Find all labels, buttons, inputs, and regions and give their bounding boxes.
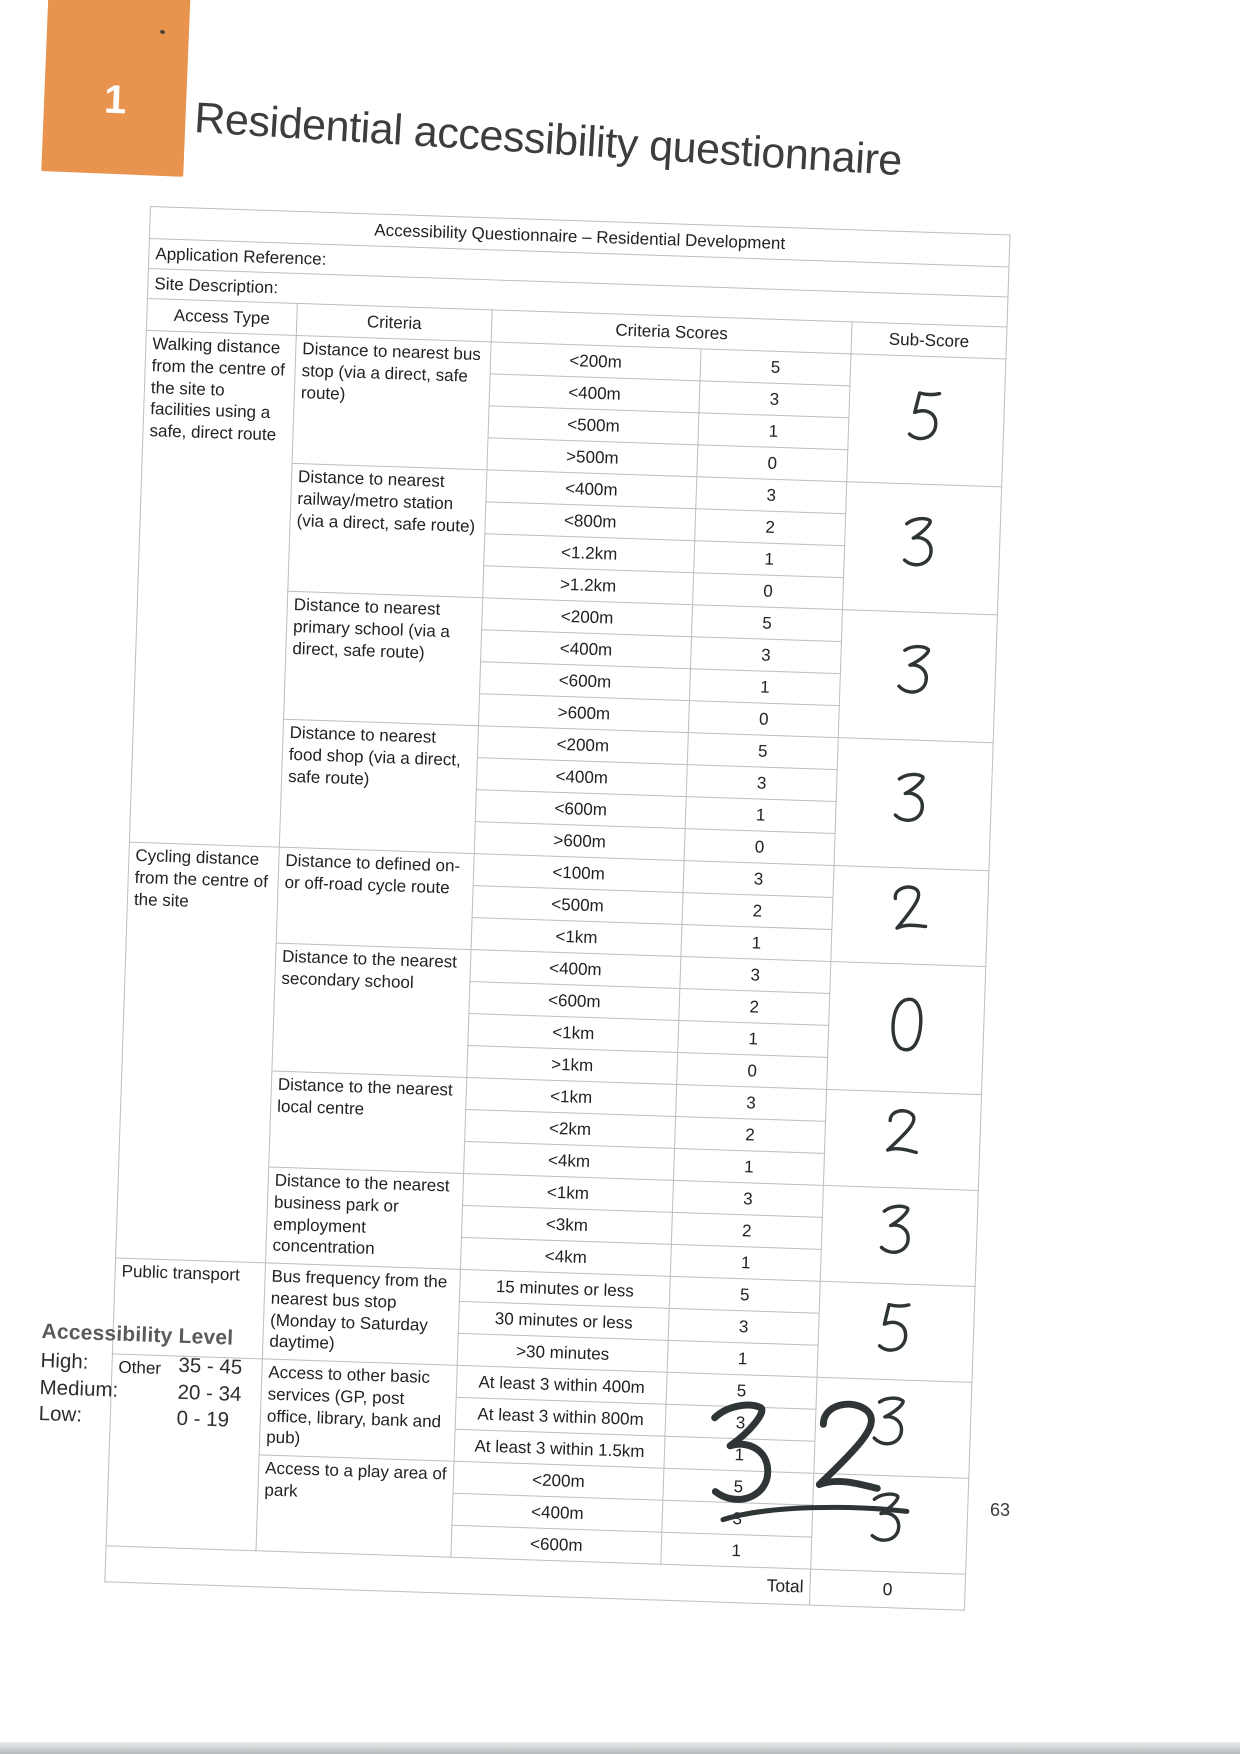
option-score-cell: 5 bbox=[666, 1372, 817, 1409]
option-band-cell: <1km bbox=[466, 1077, 677, 1116]
handwritten-sub-score bbox=[842, 482, 1001, 615]
option-score-cell: 3 bbox=[686, 765, 837, 802]
option-band-cell: <3km bbox=[461, 1205, 672, 1244]
option-band-cell: At least 3 within 800m bbox=[455, 1397, 666, 1436]
option-score-cell: 0 bbox=[688, 701, 839, 738]
option-score-cell: 1 bbox=[678, 1020, 829, 1057]
option-score-cell: 3 bbox=[680, 957, 831, 994]
criteria-cell: Access to a play area of park bbox=[256, 1455, 454, 1557]
option-score-cell: 1 bbox=[689, 669, 840, 706]
option-score-cell: 1 bbox=[698, 413, 849, 450]
legend-range-low: 0 - 19 bbox=[176, 1407, 230, 1432]
criteria-header: Criteria bbox=[296, 303, 492, 341]
option-band-cell: <400m bbox=[470, 950, 681, 989]
option-score-cell: 1 bbox=[681, 925, 832, 962]
handwritten-sub-score bbox=[817, 1281, 975, 1382]
option-score-cell: 3 bbox=[672, 1180, 823, 1217]
option-score-cell: 1 bbox=[694, 541, 845, 578]
handwritten-total bbox=[699, 1390, 931, 1533]
access-type-cell: Other bbox=[106, 1354, 262, 1551]
legend-row-low bbox=[38, 1401, 241, 1435]
option-score-cell: 1 bbox=[673, 1148, 824, 1185]
criteria-cell: Access to other basic services (GP, post office, library, bank and pub) bbox=[259, 1359, 457, 1461]
option-band-cell: <400m bbox=[486, 470, 697, 509]
table-title: Accessibility Questionnaire – Residential Development bbox=[149, 207, 1010, 267]
handwritten-sub-score bbox=[838, 610, 997, 743]
option-score-cell: 3 bbox=[699, 381, 850, 418]
option-score-cell: 2 bbox=[679, 988, 830, 1025]
option-score-cell: 2 bbox=[671, 1212, 822, 1249]
option-band-cell: <600m bbox=[451, 1525, 662, 1564]
criteria-cell: Distance to nearest bus stop (via a direct, safe route) bbox=[292, 335, 491, 469]
access-type-cell: Public transport bbox=[112, 1258, 265, 1359]
accessibility-legend bbox=[38, 1320, 243, 1435]
option-score-cell: 1 bbox=[685, 797, 836, 834]
option-band-cell: 15 minutes or less bbox=[459, 1269, 670, 1308]
option-score-cell: 5 bbox=[687, 733, 838, 770]
option-band-cell: <1.2km bbox=[484, 534, 695, 573]
application-reference-label: Application Reference: bbox=[148, 238, 1009, 296]
option-band-cell: <400m bbox=[476, 758, 687, 797]
option-band-cell: <1km bbox=[468, 1014, 679, 1053]
criteria-cell: Distance to the nearest local centre bbox=[269, 1071, 467, 1173]
option-band-cell: >600m bbox=[478, 694, 689, 733]
total-printed-value: 0 bbox=[809, 1569, 965, 1610]
option-score-cell: 3 bbox=[665, 1404, 816, 1441]
option-score-cell: 1 bbox=[664, 1436, 815, 1473]
option-band-cell: <400m bbox=[489, 374, 700, 413]
handwritten-sub-score bbox=[827, 961, 986, 1094]
criteria-cell: Distance to the nearest business park or employment concentration bbox=[266, 1167, 464, 1269]
option-band-cell: >1km bbox=[467, 1045, 678, 1084]
page-number: 63 bbox=[990, 1500, 1011, 1520]
option-band-cell: At least 3 within 1.5km bbox=[454, 1429, 665, 1468]
site-description-label: Site Description: bbox=[147, 268, 1008, 326]
option-score-cell: 3 bbox=[676, 1084, 827, 1121]
option-score-cell: 3 bbox=[690, 637, 841, 674]
legend-range-medium: 20 - 34 bbox=[177, 1380, 242, 1406]
criteria-cell: Distance to defined on- or off-road cycle route bbox=[276, 847, 474, 949]
option-band-cell: <600m bbox=[469, 982, 680, 1021]
option-score-cell: 1 bbox=[670, 1244, 821, 1281]
criteria-scores-header: Criteria Scores bbox=[491, 310, 852, 354]
option-band-cell: <200m bbox=[482, 598, 693, 637]
handwritten-sub-score bbox=[834, 738, 993, 871]
option-band-cell: >30 minutes bbox=[457, 1333, 668, 1372]
criteria-cell: Bus frequency from the nearest bus stop (Monday to Saturday daytime) bbox=[262, 1263, 460, 1365]
sub-score-header: Sub-Score bbox=[851, 322, 1007, 359]
option-score-cell: 5 bbox=[692, 605, 843, 642]
total-label: Total bbox=[105, 1546, 811, 1605]
option-band-cell: <500m bbox=[488, 406, 699, 445]
criteria-cell: Distance to nearest primary school (via a direct, safe route) bbox=[284, 591, 483, 725]
option-score-cell: 3 bbox=[662, 1500, 813, 1537]
access-type-cell: Cycling distance from the centre of the site bbox=[116, 842, 280, 1263]
option-band-cell: <100m bbox=[473, 854, 684, 893]
option-band-cell: <500m bbox=[472, 886, 683, 925]
criteria-cell: Distance to nearest food shop (via a direct, safe route) bbox=[279, 719, 478, 853]
option-band-cell: <600m bbox=[480, 662, 691, 701]
legend-range-high: 35 - 45 bbox=[178, 1353, 243, 1380]
option-score-cell: 5 bbox=[663, 1468, 814, 1505]
option-band-cell: <800m bbox=[485, 502, 696, 541]
option-score-cell: 2 bbox=[682, 893, 833, 930]
option-score-cell: 5 bbox=[669, 1276, 820, 1313]
criteria-cell: Distance to the nearest secondary school bbox=[272, 943, 471, 1077]
document-title: Residential accessibility questionnaire bbox=[193, 94, 904, 186]
option-score-cell: 3 bbox=[668, 1308, 819, 1345]
option-score-cell: 5 bbox=[700, 349, 851, 386]
option-band-cell: <600m bbox=[475, 790, 686, 829]
option-band-cell: At least 3 within 400m bbox=[456, 1365, 667, 1404]
handwritten-sub-score bbox=[820, 1185, 978, 1286]
criteria-cell: Distance to nearest railway/metro station (via a direct, safe route) bbox=[288, 463, 487, 597]
option-band-cell: <400m bbox=[481, 630, 692, 669]
option-band-cell: <4km bbox=[460, 1237, 671, 1276]
option-band-cell: >600m bbox=[474, 822, 685, 861]
legend-title: Accessibility Level bbox=[41, 1320, 234, 1350]
legend-label-medium: Medium: bbox=[39, 1375, 119, 1402]
chapter-badge bbox=[41, 0, 190, 177]
legend-label-low: Low: bbox=[38, 1402, 83, 1427]
option-score-cell: 0 bbox=[693, 573, 844, 610]
option-score-cell: 3 bbox=[696, 477, 847, 514]
option-band-cell: <200m bbox=[453, 1461, 664, 1500]
handwritten-sub-score bbox=[847, 354, 1006, 487]
legend-label-high: High: bbox=[40, 1348, 89, 1374]
option-band-cell: >1.2km bbox=[483, 566, 694, 605]
option-band-cell: <4km bbox=[464, 1141, 675, 1180]
option-band-cell: <200m bbox=[477, 726, 688, 765]
access-type-header: Access Type bbox=[146, 298, 297, 335]
chapter-number: 1 bbox=[103, 77, 128, 123]
handwritten-sub-score bbox=[831, 866, 989, 967]
option-band-cell: 30 minutes or less bbox=[458, 1301, 669, 1340]
scan-edge-bottom bbox=[0, 1742, 1240, 1754]
option-score-cell: 3 bbox=[683, 861, 834, 898]
option-score-cell: 2 bbox=[695, 509, 846, 546]
option-band-cell: <1km bbox=[463, 1173, 674, 1212]
option-band-cell: <1km bbox=[471, 918, 682, 957]
option-band-cell: <400m bbox=[452, 1493, 663, 1532]
option-score-cell: 1 bbox=[667, 1340, 818, 1377]
option-score-cell: 1 bbox=[661, 1532, 812, 1569]
option-score-cell: 0 bbox=[697, 445, 848, 482]
option-score-cell: 0 bbox=[677, 1052, 828, 1089]
option-band-cell: <200m bbox=[490, 342, 701, 381]
option-score-cell: 2 bbox=[675, 1116, 826, 1153]
option-band-cell: >500m bbox=[487, 438, 698, 477]
option-band-cell: <2km bbox=[465, 1109, 676, 1148]
handwritten-sub-score bbox=[823, 1089, 981, 1190]
option-score-cell: 0 bbox=[684, 829, 835, 866]
access-type-cell: Walking distance from the centre of the site to facilities using a safe, direct route bbox=[129, 330, 296, 847]
